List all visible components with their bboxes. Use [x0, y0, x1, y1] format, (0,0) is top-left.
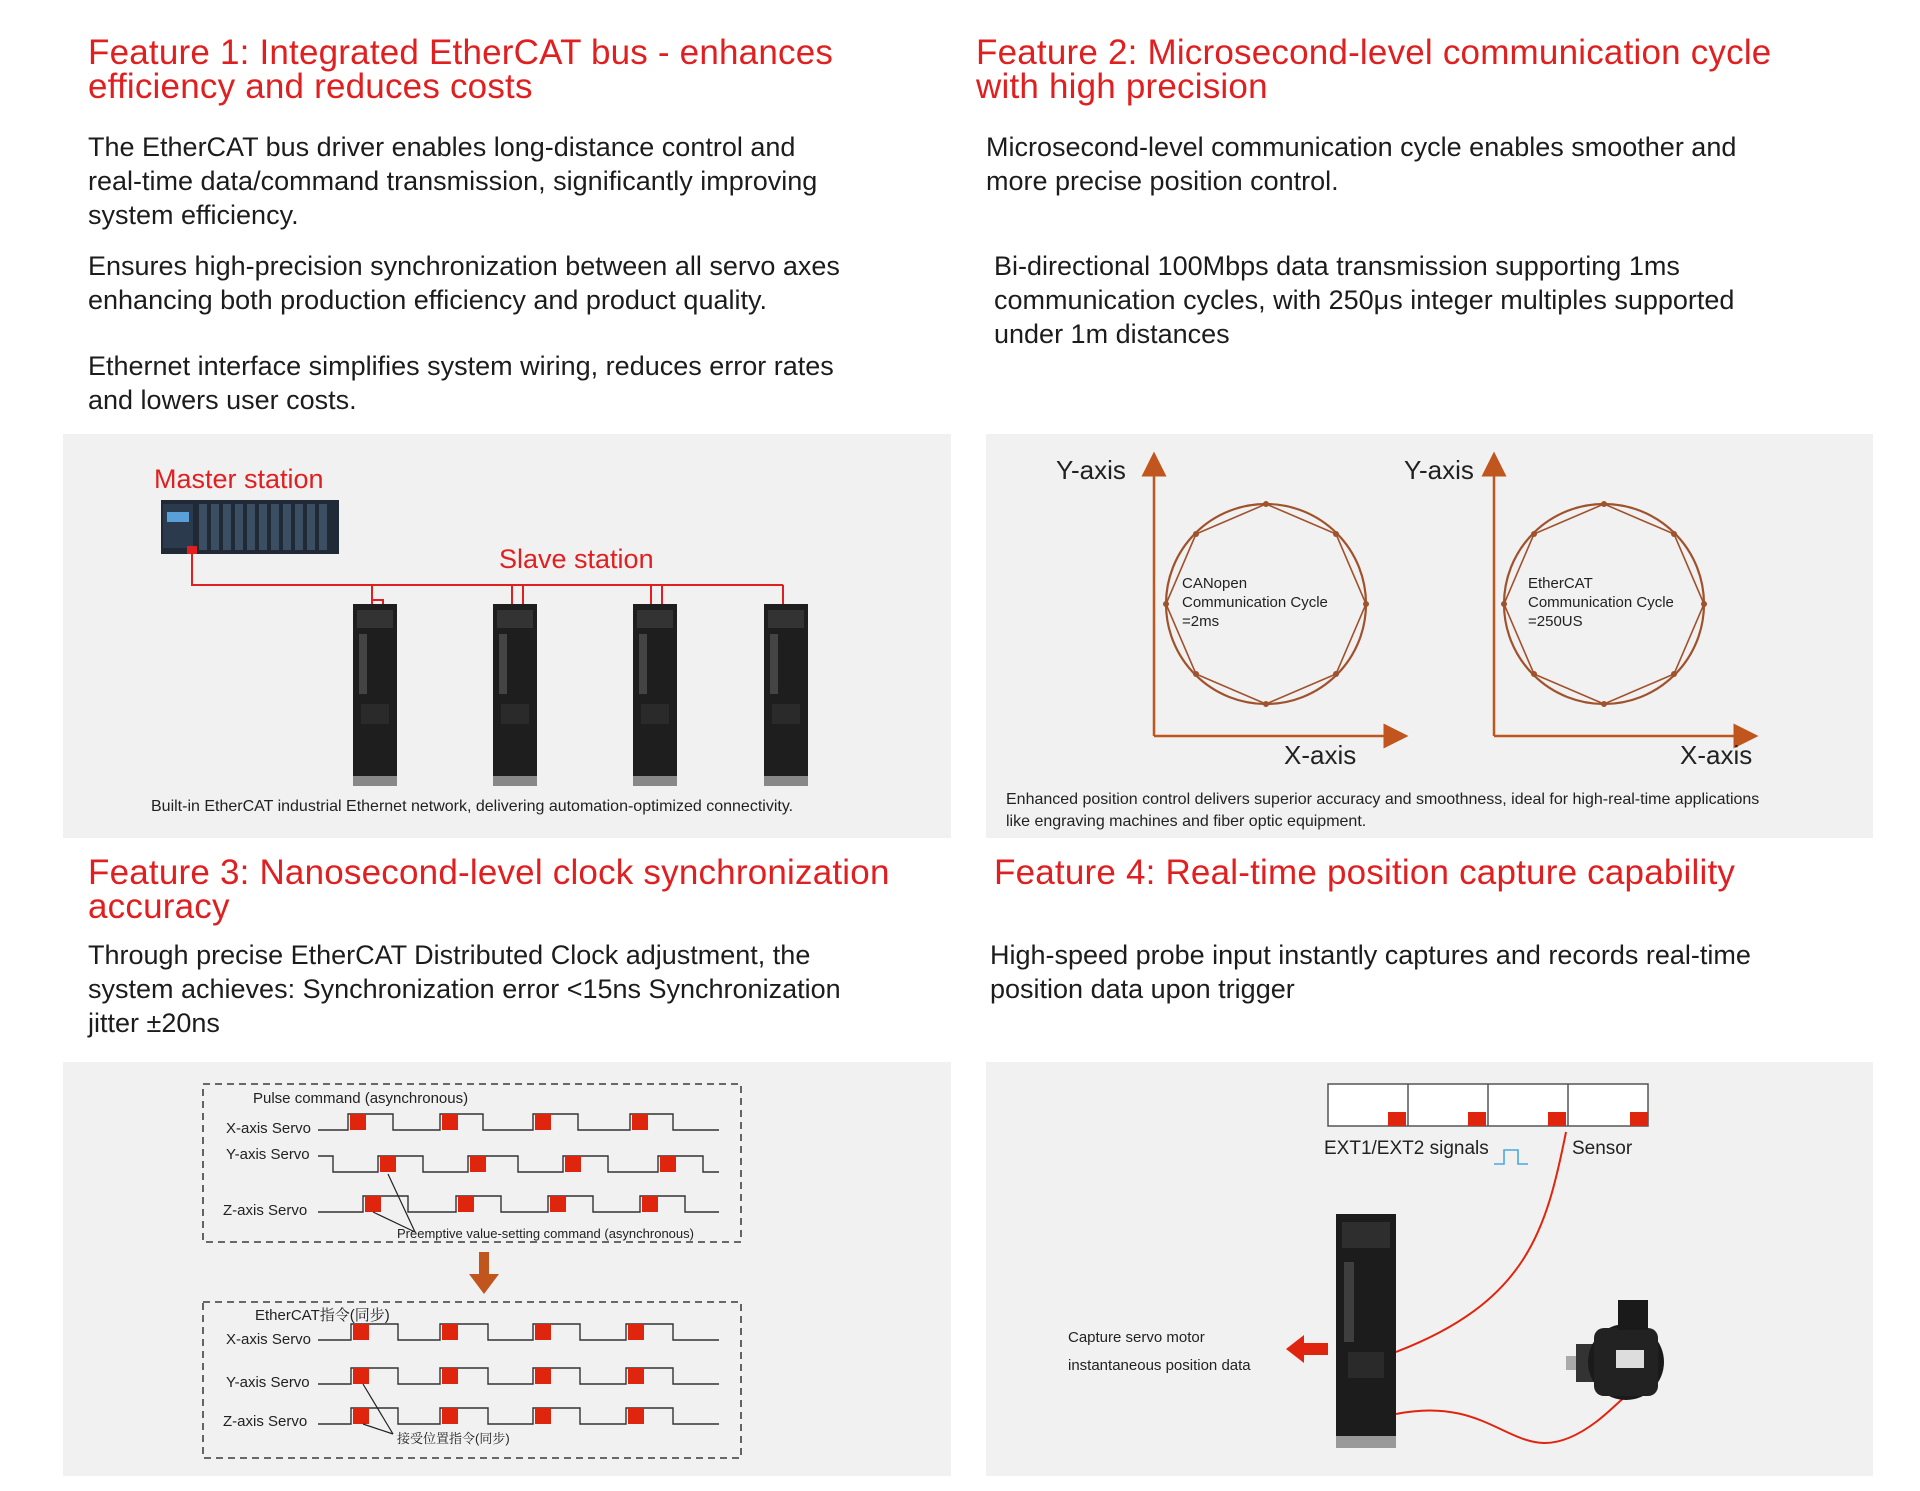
master-station-label: Master station	[154, 464, 324, 494]
canopen-label: CANopen	[1182, 575, 1248, 592]
sync-box-title: EtherCAT指令(同步)	[255, 1307, 390, 1324]
async-z-servo-label: Z-axis Servo	[223, 1202, 308, 1219]
feature1-p3-line1: Ethernet interface simplifies system wiring, reduces error rates	[88, 351, 834, 381]
sync-y-servo-label: Y-axis Servo	[226, 1374, 310, 1391]
capture-label-line2: instantaneous position data	[1068, 1357, 1251, 1374]
async-box-title: Pulse command (asynchronous)	[253, 1090, 469, 1107]
feature1-p3-line2: and lowers user costs.	[88, 385, 357, 415]
sync-position-note: 接受位置指令(同步)	[397, 1431, 510, 1446]
async-y-servo-label: Y-axis Servo	[226, 1146, 310, 1163]
sync-command-markers	[353, 1324, 644, 1424]
ext-signals-label: EXT1/EXT2 signals	[1324, 1138, 1489, 1159]
sync-z-servo-label: Z-axis Servo	[223, 1413, 308, 1430]
left-x-axis-label: X-axis	[1284, 740, 1357, 770]
cycle-caption-line2: like engraving machines and fiber optic equipment.	[1006, 813, 1367, 830]
feature2-title-line2: with high precision	[976, 67, 1268, 106]
slave-station-label: Slave station	[499, 544, 654, 574]
feature1-paragraph1	[88, 130, 988, 232]
preemptive-note: Preemptive value-setting command (asynchronous)	[397, 1226, 694, 1241]
left-y-axis-label: Y-axis	[1056, 455, 1126, 485]
sensor-cable	[1396, 1132, 1566, 1352]
feature1-p2-line1: Ensures high-precision synchronization between all servo axes	[88, 251, 840, 281]
panel-sync	[63, 1062, 951, 1476]
feature3-title	[88, 853, 988, 926]
panel-topology	[63, 434, 951, 838]
feature1-title-line1: Feature 1: Integrated EtherCAT bus - enhances	[88, 33, 834, 72]
feature3-paragraph	[88, 938, 988, 1040]
feature2-paragraph1	[986, 130, 1886, 198]
capture-diagram	[986, 1062, 1873, 1476]
pulse-signal-icon	[1494, 1150, 1528, 1164]
feature2-p2-line2: communication cycles, with 250μs integer multiples supported	[994, 285, 1735, 315]
sync-y-waveform	[318, 1368, 719, 1384]
async-x-waveform	[318, 1114, 719, 1130]
feature4-p1-line2: position data upon trigger	[990, 974, 1295, 1004]
feature2-p2-line1: Bi-directional 100Mbps data transmission supporting 1ms	[994, 251, 1680, 281]
sync-diagram	[63, 1062, 951, 1476]
sensor-label: Sensor	[1572, 1138, 1633, 1159]
feature1-title	[88, 33, 968, 106]
sync-x-waveform	[318, 1324, 719, 1340]
master-plc-device	[161, 500, 339, 554]
feature1-p1-line1: The EtherCAT bus driver enables long-distance control and	[88, 132, 796, 162]
ethercat-label: EtherCAT	[1528, 575, 1593, 592]
feature1-p1-line3: system efficiency.	[88, 200, 299, 230]
topology-diagram	[63, 434, 951, 838]
feature2-title-line1: Feature 2: Microsecond-level communication cycle	[976, 33, 1772, 72]
feature3-title-line1: Feature 3: Nanosecond-level clock synchronization	[88, 853, 890, 892]
topology-caption: Built-in EtherCAT industrial Ethernet network, delivering automation-optimized connectivity.	[151, 798, 794, 815]
canopen-cycle-value: =2ms	[1182, 613, 1220, 630]
cycle-diagram	[986, 434, 1873, 838]
feature2-p1-line1: Microsecond-level communication cycle enables smoother and	[986, 132, 1737, 162]
panel-cycle	[986, 434, 1873, 838]
feature1-paragraph3	[88, 349, 988, 417]
feature2-p2-line3: under 1m distances	[994, 319, 1230, 349]
feature4-p1-line1: High-speed probe input instantly captures and records real-time	[990, 940, 1751, 970]
feature2-p1-line2: more precise position control.	[986, 166, 1339, 196]
right-y-axis-label: Y-axis	[1404, 455, 1474, 485]
feature1-p1-line2: real-time data/command transmission, significantly improving	[88, 166, 818, 196]
slave-drive-2	[493, 604, 537, 786]
sync-x-servo-label: X-axis Servo	[226, 1331, 312, 1348]
feature2-paragraph2	[994, 249, 1894, 351]
feature4-title	[994, 853, 1894, 892]
feature2-title	[976, 33, 1876, 106]
feature1-title-line2: efficiency and reduces costs	[88, 67, 533, 106]
sync-down-arrow	[469, 1252, 499, 1294]
cycle-caption-line1: Enhanced position control delivers superior accuracy and smoothness, ideal for high-real-time applications	[1006, 791, 1760, 808]
position-encoder-strip	[1328, 1084, 1648, 1126]
async-x-servo-label: X-axis Servo	[226, 1120, 312, 1137]
feature4-paragraph	[990, 938, 1890, 1006]
slave-drive-1	[353, 604, 397, 786]
feature3-p1-line1: Through precise EtherCAT Distributed Clock adjustment, the	[88, 940, 811, 970]
panel-capture	[986, 1062, 1873, 1476]
slave-drive-3	[633, 604, 677, 786]
ethercat-cycle-value: =250US	[1528, 613, 1583, 630]
feature1-p2-line2: enhancing both production efficiency and product quality.	[88, 285, 767, 315]
servo-drive-device	[1336, 1214, 1396, 1448]
canopen-cycle-label: Communication Cycle	[1182, 594, 1328, 611]
right-x-axis-label: X-axis	[1680, 740, 1753, 770]
slave-drive-4	[764, 604, 808, 786]
feature3-p1-line3: jitter ±20ns	[88, 1008, 220, 1038]
ethercat-cycle-label: Communication Cycle	[1528, 594, 1674, 611]
async-y-waveform	[318, 1156, 719, 1172]
capture-left-arrow	[1286, 1335, 1328, 1363]
servo-motor-device	[1566, 1300, 1664, 1400]
feature4-title-line1: Feature 4: Real-time position capture capability	[994, 853, 1736, 892]
motor-cable	[1396, 1392, 1636, 1443]
feature3-title-line2: accuracy	[88, 887, 230, 926]
capture-label-line1: Capture servo motor	[1068, 1329, 1205, 1346]
feature3-p1-line2: system achieves: Synchronization error <15ns Synchronization	[88, 974, 841, 1004]
feature1-paragraph2	[88, 249, 988, 317]
